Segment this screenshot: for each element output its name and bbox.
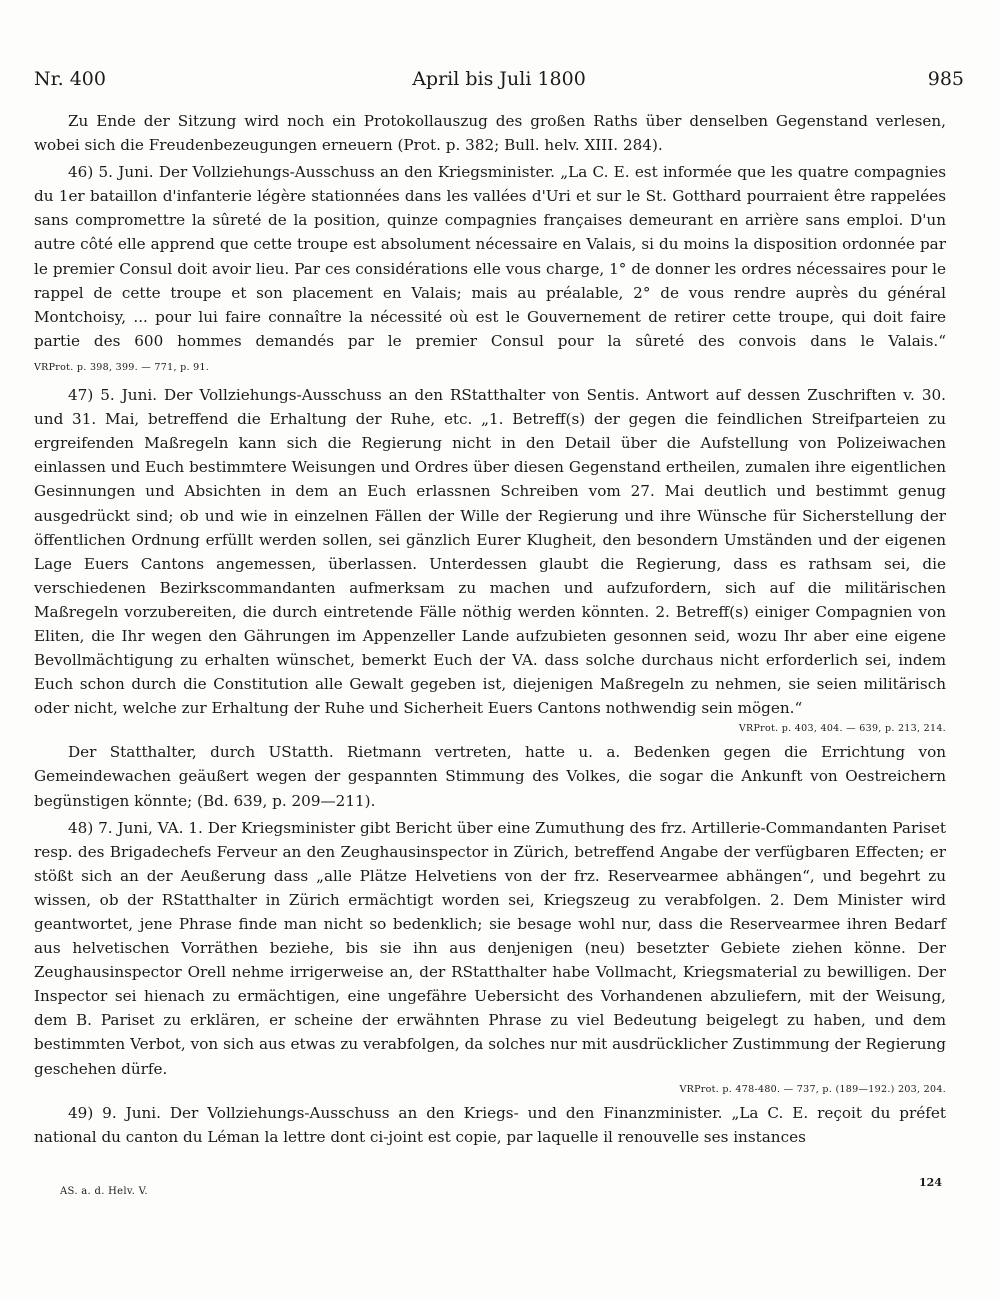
page-footer	[60, 1176, 942, 1200]
paragraph-protokoll: Zu Ende der Sitzung wird noch ein Protokollauszug des großen Raths über denselben Gegenstand verlesen, wobei sich die Freudenbezeugungen erneuern (Prot. p. 382; Bull. helv. XIII. 284).	[34, 112, 946, 155]
paragraph-46-text: 46) 5. Juni. Der Vollziehungs-Ausschuss an den Kriegsminister. „La C. E. est informée que les quatre compagnies du 1er bataillon d'infanterie légère stationnées dans les vallées d'Uri et sur le St. Gotthard pourraient être rappelées sans compromettre la sûreté de la position, quinze compagnies françaises demeurant en arrière sans emploi. D'un autre côté elle apprend que cette troupe est absolument nécessaire en Valais, si du moins la disposition ordonnée par le premier Consul doit avoir lieu. Par ces considérations elle vous charge, 1° de donner les ordres nécessaires pour le rappel de cette troupe et son placement en Valais; mais au préalable, 2° de vous rendre auprès du général Montchoisy, ... pour lui faire connaître la nécessité où est le Gouvernement de retirer cette troupe, qui doit faire partie des 600 hommes demandés par le premier Consul pour la sûreté des convois dans le Valais.“	[34, 163, 946, 350]
signature-number: 124	[919, 1176, 942, 1189]
paragraph-statthalter: Der Statthalter, durch UStatth. Rietmann vertreten, hatte u. a. Bedenken gegen die Errichtung von Gemeindewachen geäußert wegen der gespannten Stimmung des Volkes, die sogar die Ankunft von Oestreichern begünstigen könnte; (Bd. 639, p. 209—211).	[34, 743, 946, 810]
paragraph-49: 49) 9. Juni. Der Vollziehungs-Ausschuss an den Kriegs- und den Finanzminister. „La C. E. reçoit du préfet national du canton du Léman la lettre dont ci-joint est copie, par laquelle il renouvelle ses instances	[34, 1103, 946, 1146]
reference-46: VRProt. p. 398, 399. — 771, p. 91.	[34, 361, 210, 373]
header-title: April bis Juli 1800	[412, 68, 586, 90]
paragraph-48: 48) 7. Juni, VA. 1. Der Kriegsminister gibt Bericht über eine Zumuthung des frz. Artillerie-Commandanten Pariset resp. des Brigadechefs Ferveur an den Zeughausinspector in Zürich, betreffend Angabe der verfügbaren Effecten; er stößt sich an der Aeußerung dass „alle Plätze Helvetiens von der frz. Reservearmee abhängen“, und begehrt zu wissen, ob der RStatthalter in Zürich ermächtigt worden sei, Kriegszeug zu verabfolgen. 2. Dem Minister wird geantwortet, jene Phrase finde man nicht so bedenklich; sie besage wohl nur, dass die Reservearmee ihren Bedarf aus helvetischen Vorräthen beziehe, bis sie ihn aus denjenigen (neu) besetzter Gebiete ziehen könne. Der Zeughausinspector Orell nehme irrigerweise an, der RStatthalter habe Vollmacht, Kriegsmaterial zu bewilligen. Der Inspector sei hienach zu ermächtigen, eine ungefähre Uebersicht des Vorhandenen abzuliefern, mit der Weisung, dem B. Pariset zu erklären, er scheine der erwähnten Phrase zu viel Bedeutung beigelegt zu haben, und dem bestimmten Verbot, von sich aus etwas zu verabfolgen, da solches nur mit ausdrücklicher Zustimmung der Regierung geschehen dürfe.	[34, 818, 946, 1078]
footer-series: AS. a. d. Helv. V.	[60, 1186, 148, 1197]
reference-47: VRProt. p. 403, 404. — 639, p. 213, 214.	[738, 723, 946, 735]
page-number: 985	[927, 68, 964, 90]
reference-48: VRProt. p. 478-480. — 737, p. (189—192.) 203, 204.	[679, 1083, 946, 1095]
paragraph-47: 47) 5. Juni. Der Vollziehungs-Ausschuss an den RStatthalter von Sentis. Antwort auf dessen Zuschriften v. 30. und 31. Mai, betreffend die Erhaltung der Ruhe, etc. „1. Betreff(s) der gegen die feindlichen Streifparteien zu ergreifenden Maßregeln kann sich die Regierung nicht in den Detail über die Aufstellung von Polizeiwachen einlassen und Euch bestimmtere Weisungen und Ordres über diesen Gegenstand ertheilen, zumalen ihre eigentlichen Gesinnungen und Absichten in dem an Euch erlassnen Schreiben vom 27. Mai deutlich und bestimmt genug ausgedrückt sind; ob und wie in einzelnen Fällen der Wille der Regierung und ihre Wünsche für Sicherstellung der öffentlichen Ordnung erfüllt werden sollen, sei gänzlich Eurer Klugheit, den besondern Umständen und der eigenen Lage Euers Cantons angemessen, überlassen. Unterdessen glaubt die Regierung, dass es rathsam sei, die verschiedenen Bezirkscommandanten aufmerksam zu machen und aufzufordern, sich auf die militärischen Maßregeln vorzubereiten, die durch eintretende Fälle nöthig werden könnten. 2. Betreff(s) einiger Compagnien von Eliten, die Ihr wegen den Gährungen im Appenzeller Lande aufzubieten gesonnen seid, wozu Ihr aber eine eigene Bevollmächtigung zu erhalten wünschet, bemerkt Euch der VA. dass solche durchaus nicht erforderlich sei, indem Euch schon durch die Constitution alle Gewalt gegeben ist, diejenigen Maßregeln zu nehmen, sie seien militärisch oder nicht, welche zur Erhaltung der Ruhe und Sicherheit Euers Cantons nothwendig sein mögen.“	[34, 386, 946, 718]
paragraph-46	[34, 160, 946, 380]
header-number: Nr. 400	[34, 68, 106, 90]
page-header	[34, 68, 964, 96]
document-body	[34, 109, 946, 1152]
